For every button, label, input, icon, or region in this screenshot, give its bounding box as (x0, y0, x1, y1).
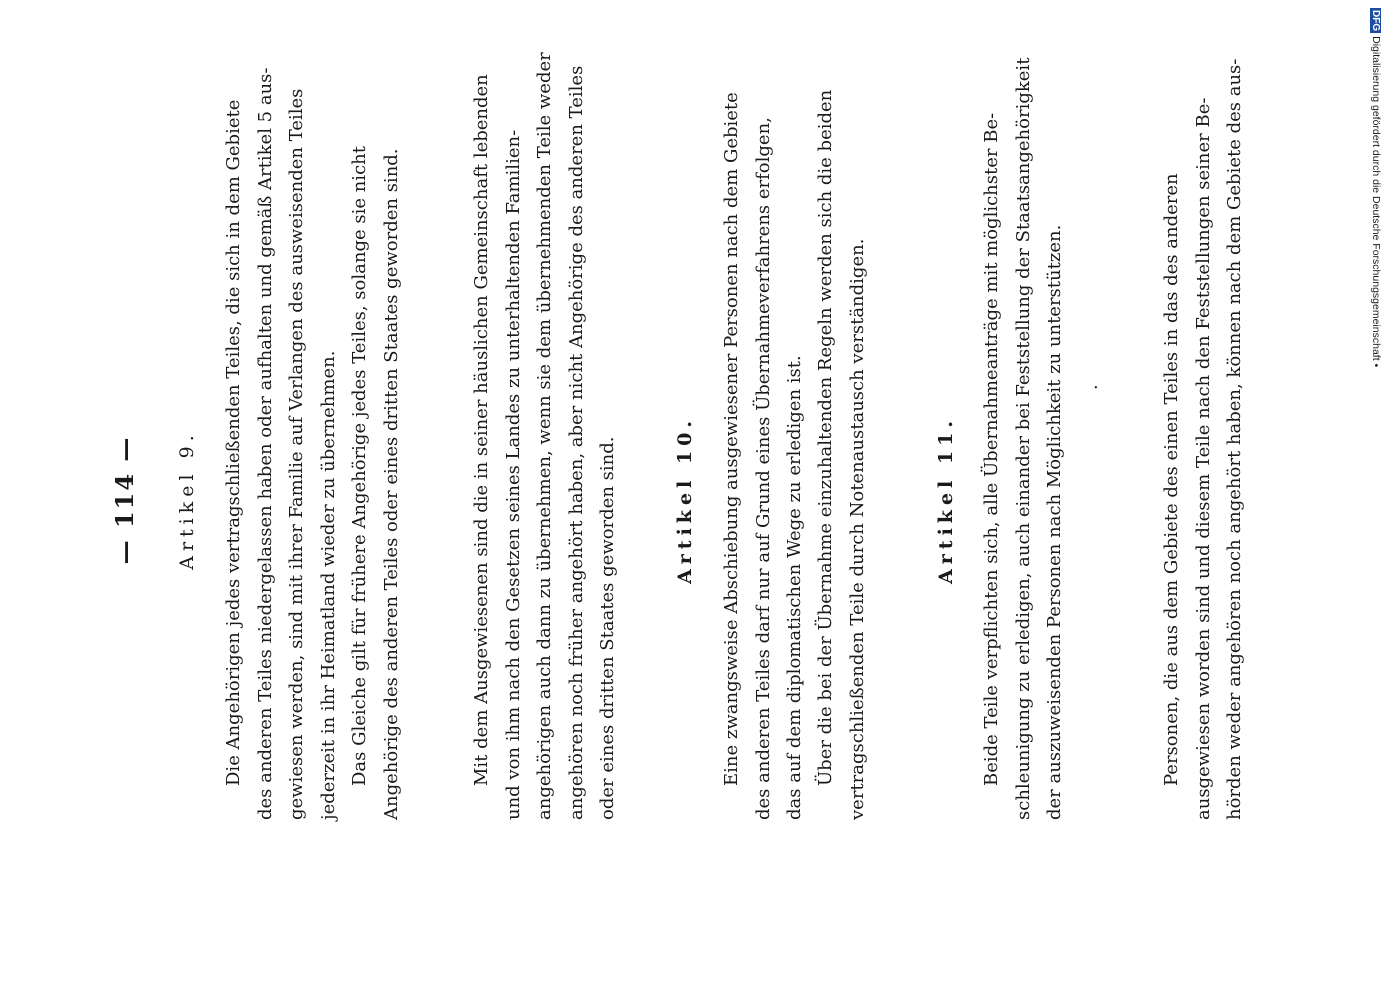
text-line: ausgewiesen worden sind und diesem Teile nach den Feststellungen seiner Be- (1192, 97, 1214, 820)
text-line: Mit dem Ausgewiesenen sind die in seiner häuslichen Gemeinschaft lebenden (471, 74, 492, 786)
article-9-paragraph-2 (344, 146, 407, 820)
text-line: des anderen Teiles darf nur auf Grund eines Übernahmeverfahrens erfolgen, (752, 117, 774, 820)
dfg-logo: DFG (1370, 10, 1381, 32)
text-line: oder eines dritten Staates geworden sind. (597, 436, 618, 820)
text-line: das auf dem diplomatischen Wege zu erledigen ist. (784, 355, 805, 820)
digitization-credit (1368, 8, 1383, 388)
page-number: — 114 — (110, 435, 139, 565)
ink-dot: · (1086, 384, 1107, 390)
text-line: Die Angehörigen jedes vertragschließenden Teiles, die sich in dem Gebiete (223, 99, 244, 786)
text-line: Personen, die aus dem Gebiete des einen Teiles in das des anderen (1161, 173, 1182, 786)
text-line: hörden weder angehören noch angehört haben, können nach dem Gebiete des aus- (1224, 58, 1245, 820)
text-line: Eine zwangsweise Abschiebung ausgewiesener Personen nach dem Gebiete (721, 92, 742, 786)
text-line: gewiesen werden, sind mit ihrer Familie auf Verlangen des ausweisenden Teiles (286, 88, 307, 820)
text-line: angehören noch früher angehört haben, aber nicht Angehörige des anderen Teiles (565, 65, 587, 820)
text-line: vertragschließenden Teile durch Notenaustausch verständigen. (846, 238, 868, 820)
article-9-paragraph-1 (218, 67, 344, 820)
text-line: Das Gleiche gilt für frühere Angehörige jedes Teiles, solange sie nicht (349, 146, 370, 786)
text-line: Über die bei der Übernahme einzuhaltenden Regeln werden sich die beiden (815, 89, 836, 786)
article-10-heading: Artikel 10. (674, 416, 696, 584)
article-11-paragraph-2 (1156, 58, 1251, 820)
text-line: und von ihm nach den Gesetzen seines Landes zu unterhaltenden Familien- (502, 129, 524, 820)
text-line: angehörigen auch dann zu übernehmen, wenn sie dem übernehmenden Teile weder (534, 52, 555, 820)
text-line: schleunigung zu erledigen, auch einander bei Feststellung der Staatsangehörigkeit (1012, 57, 1034, 820)
article-11-heading: Artikel 11. (935, 416, 957, 584)
article-10-paragraph-1 (716, 92, 811, 820)
text-line: Angehörige des anderen Teiles oder eines dritten Staates geworden sind. (380, 148, 402, 820)
text-line: jederzeit in ihr Heimatland wieder zu übernehmen. (317, 350, 339, 820)
text-line: der auszuweisenden Personen nach Möglichkeit zu unterstützen. (1044, 224, 1065, 820)
article-9-heading: Artikel 9. (176, 430, 198, 570)
credit-text: Digitalisierung gefördert durch die Deutsche Forschungsgemeinschaft • (1370, 36, 1382, 368)
article-11-paragraph-1 (976, 57, 1071, 820)
text-line: Beide Teile verpflichten sich, alle Übernahmeanträge mit möglichster Be- (981, 112, 1002, 786)
article-10-paragraph-2 (810, 89, 873, 820)
text-line: des anderen Teiles niedergelassen haben oder aufhalten und gemäß Artikel 5 aus- (254, 67, 276, 820)
article-9-paragraph-3 (466, 52, 624, 820)
